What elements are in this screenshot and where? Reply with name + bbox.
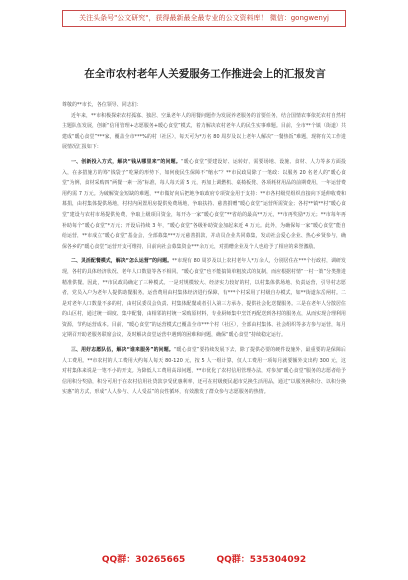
- section-3: [62, 345, 346, 398]
- footer-qq-group-1: QQ群：30265665: [101, 555, 186, 565]
- paragraph-intro: 近年来，**市积极探索农村孤寡、独居、空巢老年人的用餐问题作为发展养老服务的首要任务，结合国情农事依托农村自然村主题队伍发展，创新“信用管理+志愿服务+暖心食堂”模式，着力解决农村老年人的民生实事难题。目前，全市**个镇（街道）共建成“暖心食堂”***家，覆盖全市***%的村（社区），每天可为*万名 80 周岁及以上老年人解决“一餐热饭”难题，现将有关工作进展情况汇报如下：: [62, 112, 346, 151]
- footer-qq-group-2: QQ群：535304092: [216, 555, 307, 565]
- section-2-heading: 二、灵活配餐模式，解决“怎么运营”的问题。: [71, 258, 173, 265]
- section-1: [62, 157, 346, 252]
- section-1-body: “暖心食堂”要建设好、运转好，需要场地、设施、食材、人力等多方面投入，在多措施方的筹“钱袋子”吃紧的形势下，如何使民生保障不“缩水”？**市民政局除了一笔政：以服务 20 名老人的“暖心食堂”为例，食材采购四“两餐一素一汤”标准，每人每天需 5 元，再加上调燃机、桌椅板凳、各项耗材用品的前期费用，一年运营费用约需 7 万元。为破解资金短缺的难题，**市做好向后把地争取政府专项资金用于支持：**市各村级党组织直接向下延伸收费和募捐，由村集体提供场地，村村内闲置用房提供免费场地，争取扶持、慈善捐赠“暖心食堂”运营所需资金；各村**镇**村“暖心食堂”建设与农村市场提供免费，争取上级项目资金，每开办一家“暖心食堂”**省给的最高**万元，**市再奖励*万元；**市每年再补助每个“暖心食堂”*万元；开设后持续 3 年，“暖心食堂”各级补助资金加起来近 4 万元。此外，为确保每一家“暖心食堂”能自给运营，**市成立“暖心食堂”基金会，全部募集***万元慈善捐款，并动员企业共同募集，发动社会爱心企业、热心乡贤参与，确保各乡的“暖心食堂”运营开支可维持，目前向社会募集资金***余万元，对捐赠企业及个人也给予了相应的荣誉激励。: [62, 158, 346, 250]
- top-banner: 关注头条号"公文研究"，获得最新最全最专业的公文资料库！ 微信：gongwenyj: [62, 10, 346, 27]
- footer-contacts: [0, 552, 408, 565]
- section-1-heading: 一、创新投入方式，解决“钱从哪里来”的问题。: [71, 158, 181, 165]
- section-3-heading: 三、用好志愿队伍，解决“谁来服务”的问题。: [71, 347, 174, 354]
- section-3-body: “暖心食堂”要持续发展下去，除了提供必要的硬件设施外，最重要的是保障后人工费用。**市农村的人工费用大约每人每天 80-120 元，按 5 人一组计算，仅人工费用一项每月就要额外支出约 300 元，这对村集体来说是一笔不小的开支。为降低人工费用高昂问题，**市优化了农村信用管理办法，对参加“暖心食堂”服务的志愿者给予信用积分奖励，积分可用于在农村信用社贷款享受优惠利率，还可在村级便民超市兑换生活用品，通过“以服务换积分、以积分换实惠”的方式，形成“人人参与、人人受益”的良性循环，有效激发了群众参与志愿服务的热情。: [62, 347, 346, 396]
- section-2-body: **市现有 80 周岁及以上农村老年人*万余人，分别居住在***个行政村，调研发现，各村的具体经济状况、老年人口数量等各不相同。“暖心食堂”也不能搞简单粗放式的复制，而应根据村情“一村一策”分类推进精准供餐。因此，**市民政局确定了三种模式。一是对规模较大、经济实力较好的村，以村集体供场地、负责运营，引导村志愿者，党员入户为老年人提供助餐服务。运营费用由村集体经济进行保障，有***个村采用了村级自办模式，如**街道东岳闸村。二是对老年人口数量不多的村，由村民委员会负责、村集体配餐或者引入第三方承办，提供社会化送餐服务。三是在老年人分散居住的山区村，通过统一调度、集中配餐，由相邻的村统一采购原材料，专业厨师集中烹饪再配送到各村的服务点，从而实现合理利用资源，节约运营成本。目前，“暖心食堂”的运营模式已覆盖全市***个村（社区），全部由村集体、社会组织等多方参与运营，每月定期召开助老服务联席会议，及时解决食堂运营中遇到的困难和问题，确保“暖心食堂”持续稳定运行。: [62, 258, 346, 339]
- section-2: [62, 256, 346, 341]
- salutation: 尊敬的**市长，各位领导、同志们：: [62, 102, 142, 108]
- document-body: [62, 100, 346, 540]
- document-title: 在全市农村老年人关爱服务工作推进会上的汇报发言: [84, 68, 326, 80]
